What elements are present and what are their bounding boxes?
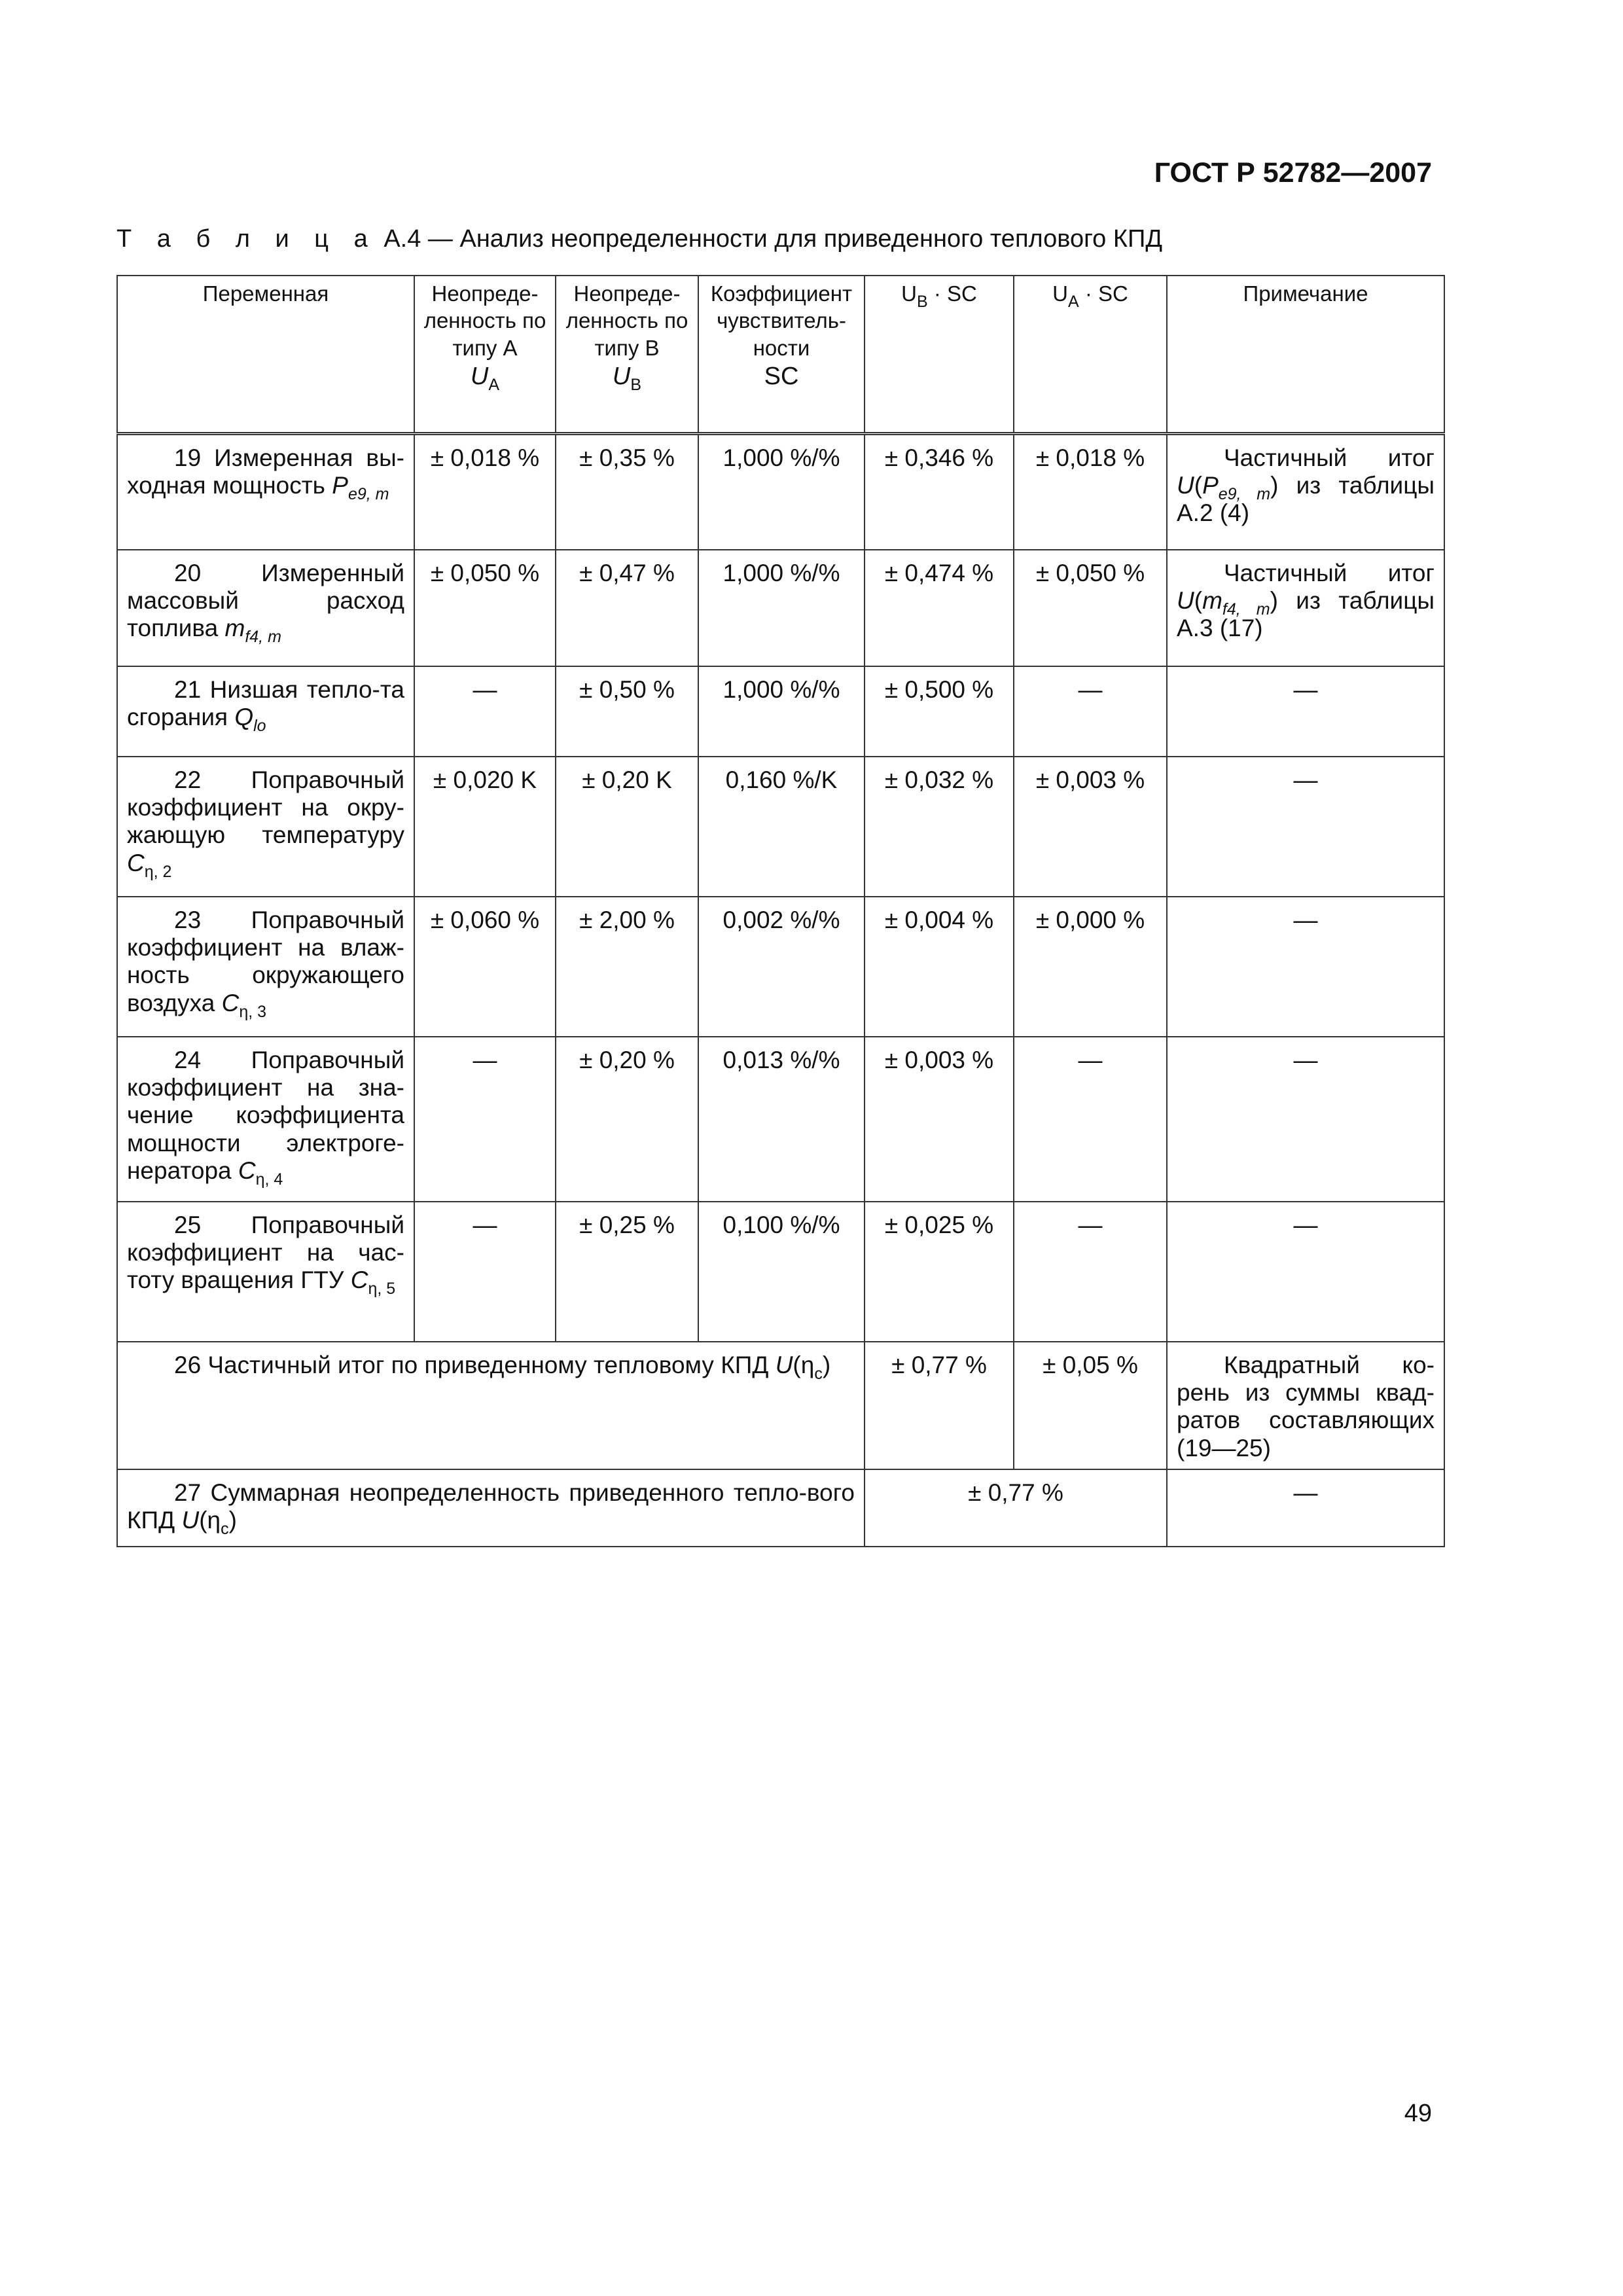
- row-ub-sc: ± 0,500 %: [865, 666, 1014, 757]
- header-sensitivity-symbol: SC: [764, 362, 799, 390]
- header-note: Примечание: [1167, 276, 1444, 434]
- total-row: [117, 1469, 1444, 1547]
- row-sensitivity: 0,002 %/%: [698, 897, 865, 1037]
- row-ua-sc: ± 0,000 %: [1014, 897, 1167, 1037]
- row-sensitivity: 1,000 %/%: [698, 434, 865, 550]
- row-ua-sc: —: [1014, 666, 1167, 757]
- row-variable: 23 Поправочный коэффициент на влаж-ность окружающего воздуха $C_{\eta, 3}$: [117, 897, 414, 1037]
- table-caption: [116, 225, 1162, 253]
- row-type-a: ± 0,018 %: [414, 434, 556, 550]
- document-code: ГОСТ Р 52782—2007: [1154, 157, 1432, 188]
- row-ub-sc: ± 0,003 %: [865, 1037, 1014, 1202]
- row-type-a: ± 0,050 %: [414, 550, 556, 666]
- header-type-b-symbol: $U_В$: [612, 362, 642, 394]
- table-caption-prefix: Т а б л и ц а: [116, 225, 377, 253]
- table-row: [117, 897, 1444, 1037]
- row-note: —: [1167, 757, 1444, 897]
- table-row: [117, 550, 1444, 666]
- row-variable: 20 Измеренный массовый расход топлива $m_{f4, m}$: [117, 550, 414, 666]
- row-type-a: ± 0,060 %: [414, 897, 556, 1037]
- row-type-b: ± 2,00 %: [556, 897, 698, 1037]
- table-row: [117, 666, 1444, 757]
- total-label: 27 Суммарная неопределенность приведенного тепло-вого КПД $U(\eta_c)$: [117, 1469, 865, 1547]
- header-ub-sc: $U_В$ · SC: [865, 276, 1014, 434]
- row-sensitivity: 0,013 %/%: [698, 1037, 865, 1202]
- row-type-a: —: [414, 666, 556, 757]
- table-row: [117, 434, 1444, 550]
- row-type-a: ± 0,020 K: [414, 757, 556, 897]
- table-row: [117, 1037, 1444, 1202]
- row-variable: 21 Низшая тепло-та сгорания $Q_{lo}$: [117, 666, 414, 757]
- row-type-a: —: [414, 1037, 556, 1202]
- row-ua-sc: ± 0,018 %: [1014, 434, 1167, 550]
- subtotal-row: [117, 1342, 1444, 1469]
- row-ua-sc: —: [1014, 1037, 1167, 1202]
- subtotal-note: Квадратный ко-рень из суммы квад-ратов составляющих (19—25): [1167, 1342, 1444, 1469]
- uncertainty-table: [116, 275, 1445, 1547]
- row-note: —: [1167, 1202, 1444, 1342]
- table-row: [117, 757, 1444, 897]
- header-type-b: Неопреде-ленность по типу В $U_В$: [556, 276, 698, 434]
- row-note: Частичный итог $U(P_{е9, m})$ из таблицы А.2 (4): [1167, 434, 1444, 550]
- row-note: Частичный итог $U(m_{f4, m})$ из таблицы А.3 (17): [1167, 550, 1444, 666]
- row-sensitivity: 0,100 %/%: [698, 1202, 865, 1342]
- table-row: [117, 1202, 1444, 1342]
- page-number: 49: [1404, 2100, 1432, 2127]
- header-type-a: Неопреде-ленность по типу А $U_А$: [414, 276, 556, 434]
- table-caption-title: А.4 — Анализ неопределенности для приведенного теплового КПД: [376, 225, 1163, 253]
- total-value: ± 0,77 %: [865, 1469, 1167, 1547]
- row-ua-sc: ± 0,003 %: [1014, 757, 1167, 897]
- header-ua-sc: $U_А$ · SC: [1014, 276, 1167, 434]
- row-note: —: [1167, 666, 1444, 757]
- row-ub-sc: ± 0,474 %: [865, 550, 1014, 666]
- total-note: —: [1167, 1469, 1444, 1547]
- subtotal-ua-sc: ± 0,05 %: [1014, 1342, 1167, 1469]
- row-ua-sc: ± 0,050 %: [1014, 550, 1167, 666]
- row-ua-sc: —: [1014, 1202, 1167, 1342]
- row-note: —: [1167, 1037, 1444, 1202]
- row-sensitivity: 0,160 %/K: [698, 757, 865, 897]
- row-type-b: ± 0,35 %: [556, 434, 698, 550]
- table-body: [117, 434, 1444, 1547]
- row-type-b: ± 0,47 %: [556, 550, 698, 666]
- row-variable: 19 Измеренная вы-ходная мощность $P_{е9, m}$: [117, 434, 414, 550]
- row-type-b: ± 0,50 %: [556, 666, 698, 757]
- row-ub-sc: ± 0,004 %: [865, 897, 1014, 1037]
- row-type-a: —: [414, 1202, 556, 1342]
- row-variable: 24 Поправочный коэффициент на зна-чение коэффициента мощности электроге-нератора $C_{\eta, 4}$: [117, 1037, 414, 1202]
- header-variable: Переменная: [117, 276, 414, 434]
- row-type-b: ± 0,20 %: [556, 1037, 698, 1202]
- subtotal-label: 26 Частичный итог по приведенному тепловому КПД $U(\eta_c)$: [117, 1342, 865, 1469]
- row-sensitivity: 1,000 %/%: [698, 550, 865, 666]
- row-variable: 22 Поправочный коэффициент на окру-жающую температуру $C_{\eta, 2}$: [117, 757, 414, 897]
- row-ub-sc: ± 0,025 %: [865, 1202, 1014, 1342]
- header-sensitivity: Коэффициент чувствитель-ности SC: [698, 276, 865, 434]
- subtotal-ub-sc: ± 0,77 %: [865, 1342, 1014, 1469]
- row-type-b: ± 0,25 %: [556, 1202, 698, 1342]
- row-variable: 25 Поправочный коэффициент на час-тоту вращения ГТУ $C_{\eta, 5}$: [117, 1202, 414, 1342]
- row-note: —: [1167, 897, 1444, 1037]
- row-type-b: ± 0,20 K: [556, 757, 698, 897]
- row-ub-sc: ± 0,346 %: [865, 434, 1014, 550]
- row-ub-sc: ± 0,032 %: [865, 757, 1014, 897]
- row-sensitivity: 1,000 %/%: [698, 666, 865, 757]
- table-header-row: [117, 276, 1444, 434]
- header-type-a-symbol: $U_А$: [470, 362, 500, 394]
